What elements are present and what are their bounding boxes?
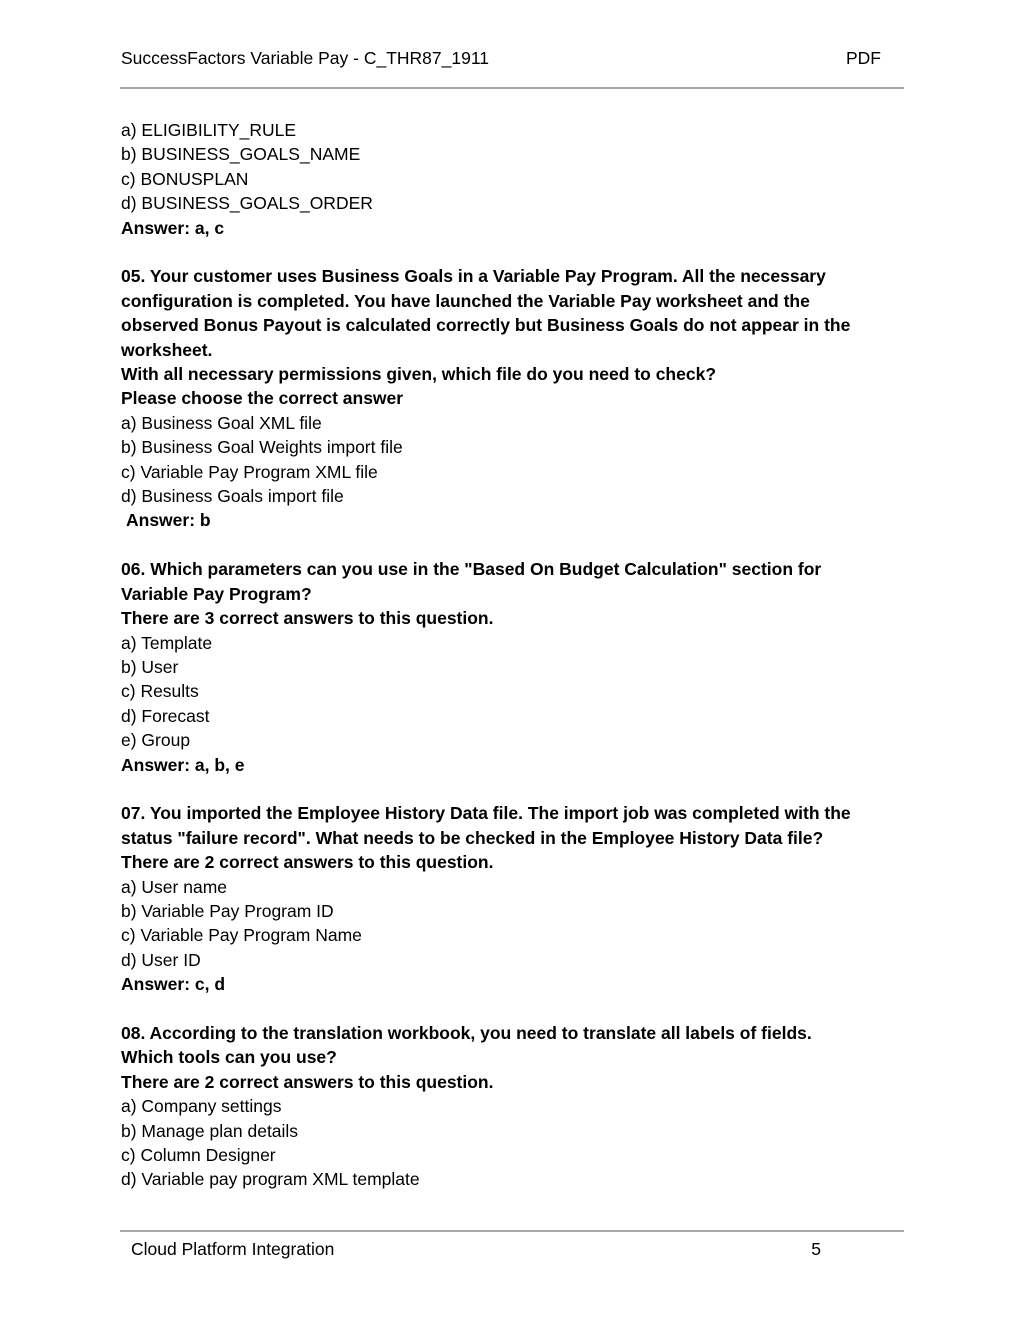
- answer-option: d) Variable pay program XML template: [121, 1169, 420, 1190]
- answer-option: a) User name: [121, 876, 228, 897]
- question-instruction: There are 2 correct answers to this question.: [121, 1071, 494, 1092]
- answer-option: c) Column Designer: [121, 1145, 276, 1165]
- answer-option: a) Business Goal XML file: [121, 412, 322, 433]
- question-text: 08. According to the translation workbook, you need to translate all labels of fields.: [121, 1022, 812, 1043]
- previous-question-block: [121, 118, 901, 240]
- document-format-label: PDF: [846, 48, 881, 68]
- question-text: With all necessary permissions given, which file do you need to check?: [121, 364, 717, 385]
- answer-option: b) Manage plan details: [121, 1120, 299, 1141]
- answer-key: Answer: b: [126, 510, 211, 531]
- question-text: 06. Which parameters can you use in the "Based On Budget Calculation" section for: [121, 559, 822, 580]
- page-content: [121, 118, 901, 1192]
- spacer: [121, 240, 901, 264]
- question-08: [121, 1021, 901, 1192]
- question-instruction: There are 3 correct answers to this question.: [121, 608, 494, 629]
- question-text: 05. Your customer uses Business Goals in a Variable Pay Program. All the necessary: [121, 266, 826, 287]
- document-title: SuccessFactors Variable Pay - C_THR87_1911: [121, 48, 489, 68]
- answer-option: d) BUSINESS_GOALS_ORDER: [121, 193, 373, 214]
- spacer: [121, 777, 901, 801]
- answer-option: b) Variable Pay Program ID: [121, 900, 334, 921]
- question-text: observed Bonus Payout is calculated correctly but Business Goals do not appear in the: [121, 315, 851, 336]
- answer-option: e) Group: [121, 730, 191, 751]
- answer-option: c) Variable Pay Program Name: [121, 925, 362, 946]
- question-07: [121, 801, 901, 996]
- answer-option: b) Business Goal Weights import file: [121, 437, 403, 458]
- answer-key: Answer: a, b, e: [121, 754, 245, 775]
- answer-option: d) Business Goals import file: [121, 486, 344, 507]
- question-text: status "failure record". What needs to be checked in the Employee History Data file?: [121, 827, 824, 848]
- header-divider: [120, 87, 904, 89]
- footer-divider: [120, 1230, 904, 1232]
- answer-key: Answer: a, c: [121, 217, 225, 238]
- question-instruction: There are 2 correct answers to this question.: [121, 852, 494, 873]
- answer-option: c) Results: [121, 681, 199, 702]
- page-footer: [131, 1239, 821, 1263]
- answer-option: b) BUSINESS_GOALS_NAME: [121, 144, 361, 165]
- answer-key: Answer: c, d: [121, 974, 226, 995]
- answer-option: a) Company settings: [121, 1096, 282, 1117]
- question-05: [121, 264, 901, 532]
- answer-option: b) User: [121, 656, 179, 677]
- answer-option: a) Template: [121, 632, 213, 653]
- answer-option: c) Variable Pay Program XML file: [121, 461, 378, 482]
- question-text: Which tools can you use?: [121, 1047, 337, 1068]
- answer-option: c) BONUSPLAN: [121, 168, 249, 189]
- answer-option: d) User ID: [121, 949, 201, 970]
- page-number: 5: [811, 1239, 821, 1259]
- question-text: 07. You imported the Employee History Data file. The import job was completed with the: [121, 803, 851, 824]
- question-text: configuration is completed. You have launched the Variable Pay worksheet and the: [121, 290, 810, 311]
- spacer: [121, 997, 901, 1021]
- spacer: [121, 533, 901, 557]
- question-instruction: Please choose the correct answer: [121, 388, 404, 409]
- answer-option: d) Forecast: [121, 705, 210, 726]
- question-06: [121, 557, 901, 777]
- question-text: worksheet.: [121, 339, 213, 360]
- footer-text: Cloud Platform Integration: [131, 1239, 335, 1259]
- page-header: [121, 48, 881, 72]
- question-text: Variable Pay Program?: [121, 583, 312, 604]
- answer-option: a) ELIGIBILITY_RULE: [121, 120, 297, 140]
